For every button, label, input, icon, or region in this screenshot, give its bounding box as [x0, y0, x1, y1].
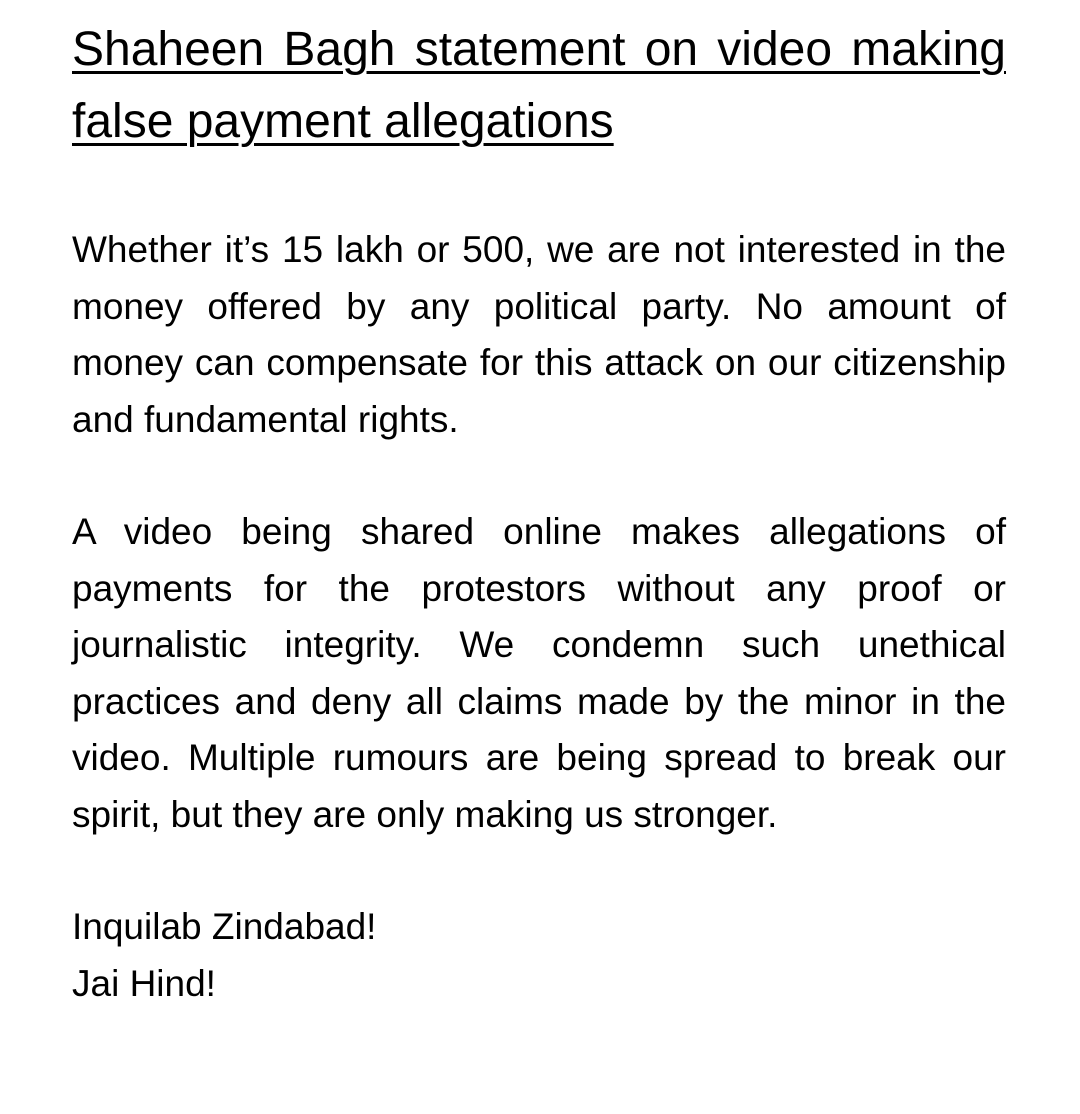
paragraph-money-offer: Whether it’s 15 lakh or 500, we are not interested in the money offered by any political party. No amount of money can compensate for this attack on our citizenship and fundamental rights. — [72, 229, 1006, 440]
statement-title: Shaheen Bagh statement on video making false payment allegations — [72, 23, 1006, 148]
paragraph-video-allegations: A video being shared online makes allegations of payments for the protestors without any proof or journalistic integrity. We condemn such unethical practices and deny all claims made by the minor in the video. Multiple rumours are being spread to break our spirit, but they are only making us stronger. — [72, 511, 1006, 835]
signoff — [72, 899, 1006, 1012]
signoff-line-inquilab: Inquilab Zindabad! — [72, 906, 377, 947]
signoff-line-jai-hind: Jai Hind! — [72, 962, 216, 1004]
statement-document — [72, 14, 1006, 1012]
